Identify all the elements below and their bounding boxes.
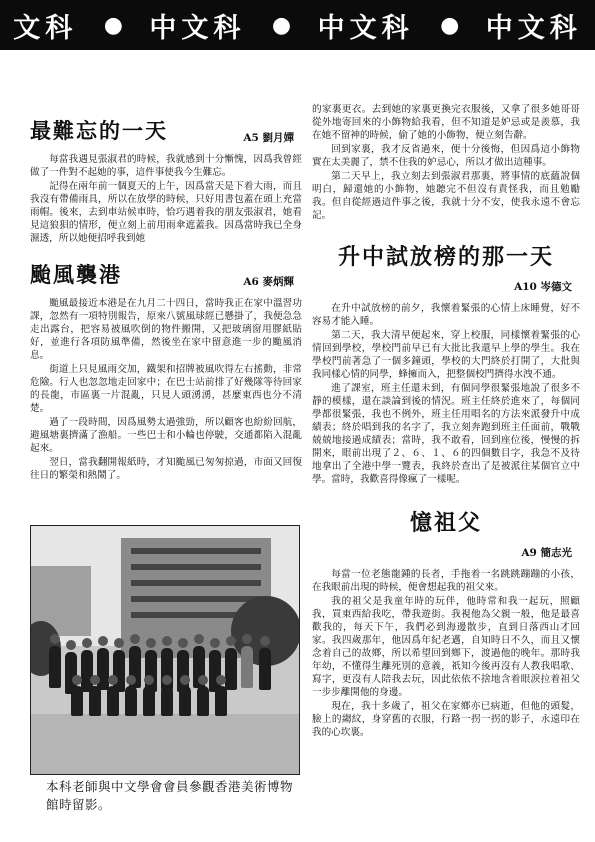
photo-caption: 本科老師與中文學會會員參觀香港美術博物館時留影。: [46, 779, 294, 812]
article-typhoon: [30, 259, 302, 482]
article-paragraph: 第二天早上，我立刻去到張淑君那裏，將事情的底蘊說個明白，歸還她的小飾物，她聽完不但沒有責怪我，而且勉勵我。但自從經過這件事之後，我就十分不安，使我永遠不會忘記。: [312, 171, 580, 221]
banner-label: 中文科: [485, 12, 582, 44]
article-title: 升中試放榜的那一天: [337, 244, 554, 270]
article-exam-results-day: [312, 240, 580, 486]
article-paragraph: 在升中試放榜的前夕，我懷着緊張的心情上床睡覺，好不容易才能入睡。: [312, 303, 580, 327]
article-byline: A6 麥炳輝: [243, 276, 294, 288]
banner-label: 文科: [13, 12, 78, 44]
article-paragraph: 翌日，當我翻開報紙時，才知颱風已匆匆掠過，市面又回復往日的繁榮和熱鬧了。: [30, 457, 302, 481]
article-byline: A9 簡志光: [521, 547, 572, 559]
article-paragraph: 我的祖父是我童年時的玩伴，他時常和我一起玩，照顧我，買東西給我吃，帶我遊街。我視他為父親一般，他是最喜歡我的，每天下午，我們必到海邊散步，直到日落西山才回家。我四歲那年，他因爲年紀老邁，自知時日不久，而且又懷念着自己的故鄉，所以希望回到鄉下，渡過他的晚年。那時我年幼，不懂得生離死別的意義，祇知今後再沒有人教我唱歌、寫字，更沒有人陪我去玩，因此依依不捨地含着眼淚拉着祖父一步步離開他的身邊。: [312, 596, 580, 698]
article-paragraph: 每當一位老態龍鍾的長者，手拖着一名跳跳蹦蹦的小孩，在我眼前出現的時候，便會想起我的祖父來。: [312, 569, 580, 593]
article-paragraph: 記得在兩年前一個夏天的上午，因爲當天是下着大雨，而且我沒有帶備雨具，所以在放學的時候，只好用書包蓋在頭上充當雨帽。後來，去到車站候車時，恰巧遇着我的朋友張淑君，她看見這狼狽的情形，便立刻上前用雨傘遮蓋我。因爲當時我已全身濕透，所以她便招呼我到她: [30, 181, 302, 244]
department-banner: [0, 0, 595, 50]
bullet-icon: ●: [271, 12, 292, 38]
bullet-icon: ●: [103, 12, 123, 38]
left-column: [30, 115, 302, 496]
article-continuation: [312, 103, 580, 222]
article-paragraph: 回到家裏，我才反省過來，便十分後悔，但因爲這小飾物實在太美麗了，禁不住我的妒忌心，所以才做出這種事。: [312, 144, 580, 168]
article-paragraph: 過了一段時間，因爲風勢太過強勁，所以顧客也紛紛回航，避風塘裏擠滿了漁船。一些巴士和小輪也停駛，交通都陷入混亂起來。: [30, 417, 302, 454]
article-byline: A10 岑德文: [514, 281, 572, 293]
article-paragraph: 每當我遇見張淑君的時候，我就感到十分慚愧，因爲我曾經做了一件對不起她的事，這件事使我今生難忘。: [30, 154, 302, 178]
article-title: 憶祖父: [409, 510, 482, 536]
article-title: 最難忘的一天: [30, 118, 168, 143]
article-remembering-grandfather: [312, 506, 580, 739]
article-most-unforgettable-day: [30, 115, 302, 245]
article-paragraph: 颱風最接近本港是在九月二十四日，當時我正在家中溫習功課，忽然有一項特別報告，原來八號風球經已懸掛了，我便急急走出露台，把容易被風吹倒的物件搬開，又把玻璃窗用膠紙貼好，並進行各項防風準備，然後坐在家中留意進一步的颱風消息。: [30, 298, 302, 361]
article-byline: A5 劉月嬋: [243, 132, 294, 144]
article-paragraph: 的家裏更衣。去到她的家裏更換完衣服後，又拿了很多她哥哥從外地寄回來的小飾物給我看，但不知道是妒忌或是羨慕，我在她不留神的時候，偷了她的小飾物，便立刻告辭。: [312, 104, 580, 141]
right-column: [312, 103, 580, 740]
article-title: 颱風襲港: [30, 262, 122, 287]
banner-label: 中文科: [149, 12, 246, 44]
bullet-icon: ●: [440, 12, 460, 38]
article-paragraph: 進了課室，班主任還未到，有個同學很緊張地說了很多不靜的模樣，還在談論到後的情況。班主任終於進來了，每個同學都很緊張，我也不例外，班主任用唱名的方法來派發升中成績表；終於唱到我的名字了，我立刻奔跑到班主任面前，戰戰兢兢地接過成績表；當時，我不敢看，回到座位後，慢慢的拆開來，眼前出現了２、６、１、６的四個數目字，我急不及待地拿出了全港中學一覽表，我終於查出了是被派往某個官立中學。當時，我歡喜得像瘋了一樣呢。: [312, 383, 580, 485]
article-paragraph: 街道上只見風雨交加，鐵架和招牌被風吹得左右搖動，非常危險。行人也忽忽地走回家中；在巴士站前排了好幾隊等待回家的長龍，市區裏一片混亂，只見人頭湧湧，甚麼東西也分不清楚。: [30, 364, 302, 414]
article-paragraph: 第二天，我大清早便起來，穿上校服，同樣懷着緊張的心情回到學校，學校門前早已有大批比我還早上學的學生。我在學校門前著急了一個多鐘頭，學校的大門終於打開了，大批與我同樣心情的同學，蜂擁而入，把整個校門擠得水洩不通。: [312, 330, 580, 380]
banner-label: 中文科: [317, 12, 414, 44]
article-paragraph: 現在，我十多歲了，祖父在家鄉亦已病逝，但他的頭髮，臉上的縐紋，身穿舊的衣服，行路一拐一拐的影子，永遠印在我的心坎裏。: [312, 701, 580, 738]
group-photo: [30, 525, 300, 775]
